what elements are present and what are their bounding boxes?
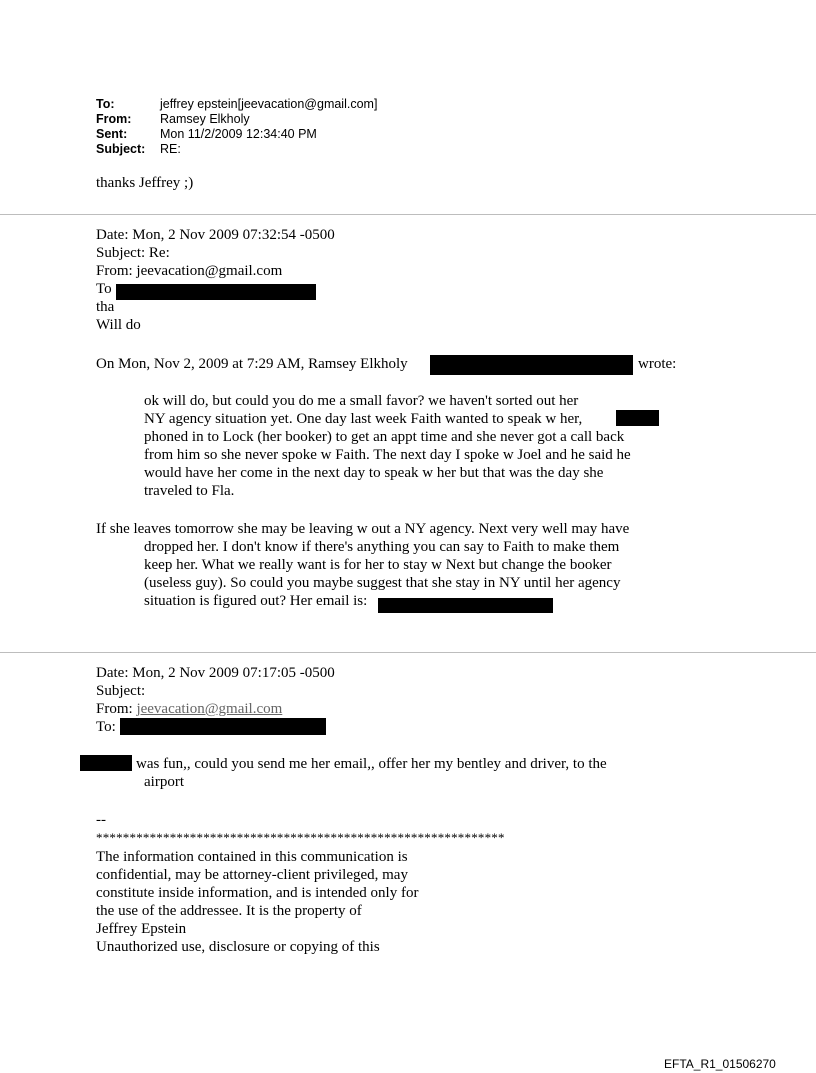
message1-subject: Subject: Re:	[96, 245, 170, 261]
quote-intro: On Mon, Nov 2, 2009 at 7:29 AM, Ramsey Elkholy	[96, 356, 408, 372]
divider	[0, 652, 816, 653]
subject-label: Subject:	[96, 142, 146, 156]
sent-label: Sent:	[96, 127, 128, 141]
sender-email-link[interactable]: jeevacation@gmail.com	[136, 701, 283, 717]
to-label: To:	[96, 97, 115, 111]
message2-from-label: From:	[96, 701, 137, 717]
disclaimer-line: constitute inside information, and is intended only for	[96, 885, 419, 901]
quote-wrote: wrote:	[638, 356, 677, 372]
reply-body: thanks Jeffrey ;)	[96, 175, 194, 191]
quote-line: would have her come in the next day to speak w her but that was the day she	[144, 465, 604, 481]
message2-body-line: was fun,, could you send me her email,, offer her my bentley and driver, to the	[136, 756, 607, 772]
disclaimer-line: The information contained in this communication is	[96, 849, 408, 865]
from-label: From:	[96, 112, 132, 126]
disclaimer-line: the use of the addressee. It is the property of	[96, 903, 362, 919]
quote-line: If she leaves tomorrow she may be leaving w out a NY agency. Next very well may have	[96, 521, 630, 537]
message2-from	[96, 700, 282, 718]
quote-line: NY agency situation yet. One day last week Faith wanted to speak w her,	[144, 411, 583, 427]
quote-line: situation is figured out? Her email is:	[144, 593, 368, 609]
quote-line: phoned in to Lock (her booker) to get an appt time and she never got a call back	[144, 429, 625, 445]
quote-line: ok will do, but could you do me a small favor? we haven't sorted out her	[144, 393, 579, 409]
document-id: EFTA_R1_01506270	[664, 1057, 776, 1071]
signature-dash: --	[96, 812, 106, 828]
redaction-block	[116, 284, 316, 300]
to-value: jeffrey epstein[jeevacation@gmail.com]	[160, 97, 378, 111]
redaction-block	[120, 718, 326, 735]
message2-subject: Subject:	[96, 683, 146, 699]
disclaimer-line: confidential, may be attorney-client privileged, may	[96, 867, 408, 883]
message2-body-line: airport	[144, 774, 184, 790]
signature-stars: *************************************************************	[96, 830, 505, 845]
message2-date: Date: Mon, 2 Nov 2009 07:17:05 -0500	[96, 665, 335, 681]
quote-line: (useless guy). So could you maybe suggest that she stay in NY until her agency	[144, 575, 621, 591]
quote-line: traveled to Fla.	[144, 483, 235, 499]
sent-value: Mon 11/2/2009 12:34:40 PM	[160, 127, 317, 141]
from-value: Ramsey Elkholy	[160, 112, 250, 126]
message1-line-will-do: Will do	[96, 317, 141, 333]
message1-line-tha: tha	[96, 299, 115, 315]
disclaimer-line: Unauthorized use, disclosure or copying of this	[96, 939, 380, 955]
redaction-block	[616, 410, 659, 426]
disclaimer-line: Jeffrey Epstein	[96, 921, 187, 937]
message1-to: To	[96, 281, 112, 297]
quote-line: from him so she never spoke w Faith. The next day I spoke w Joel and he said he	[144, 447, 631, 463]
message1-date: Date: Mon, 2 Nov 2009 07:32:54 -0500	[96, 227, 335, 243]
subject-value: RE:	[160, 142, 181, 156]
redaction-block	[378, 598, 553, 613]
quote-line: keep her. What we really want is for her to stay w Next but change the booker	[144, 557, 612, 573]
message1-from: From: jeevacation@gmail.com	[96, 263, 283, 279]
message2-to: To:	[96, 719, 116, 735]
quote-line: dropped her. I don't know if there's anything you can say to Faith to make them	[144, 539, 620, 555]
divider	[0, 214, 816, 215]
redaction-block	[430, 355, 633, 375]
redaction-block	[80, 755, 132, 771]
